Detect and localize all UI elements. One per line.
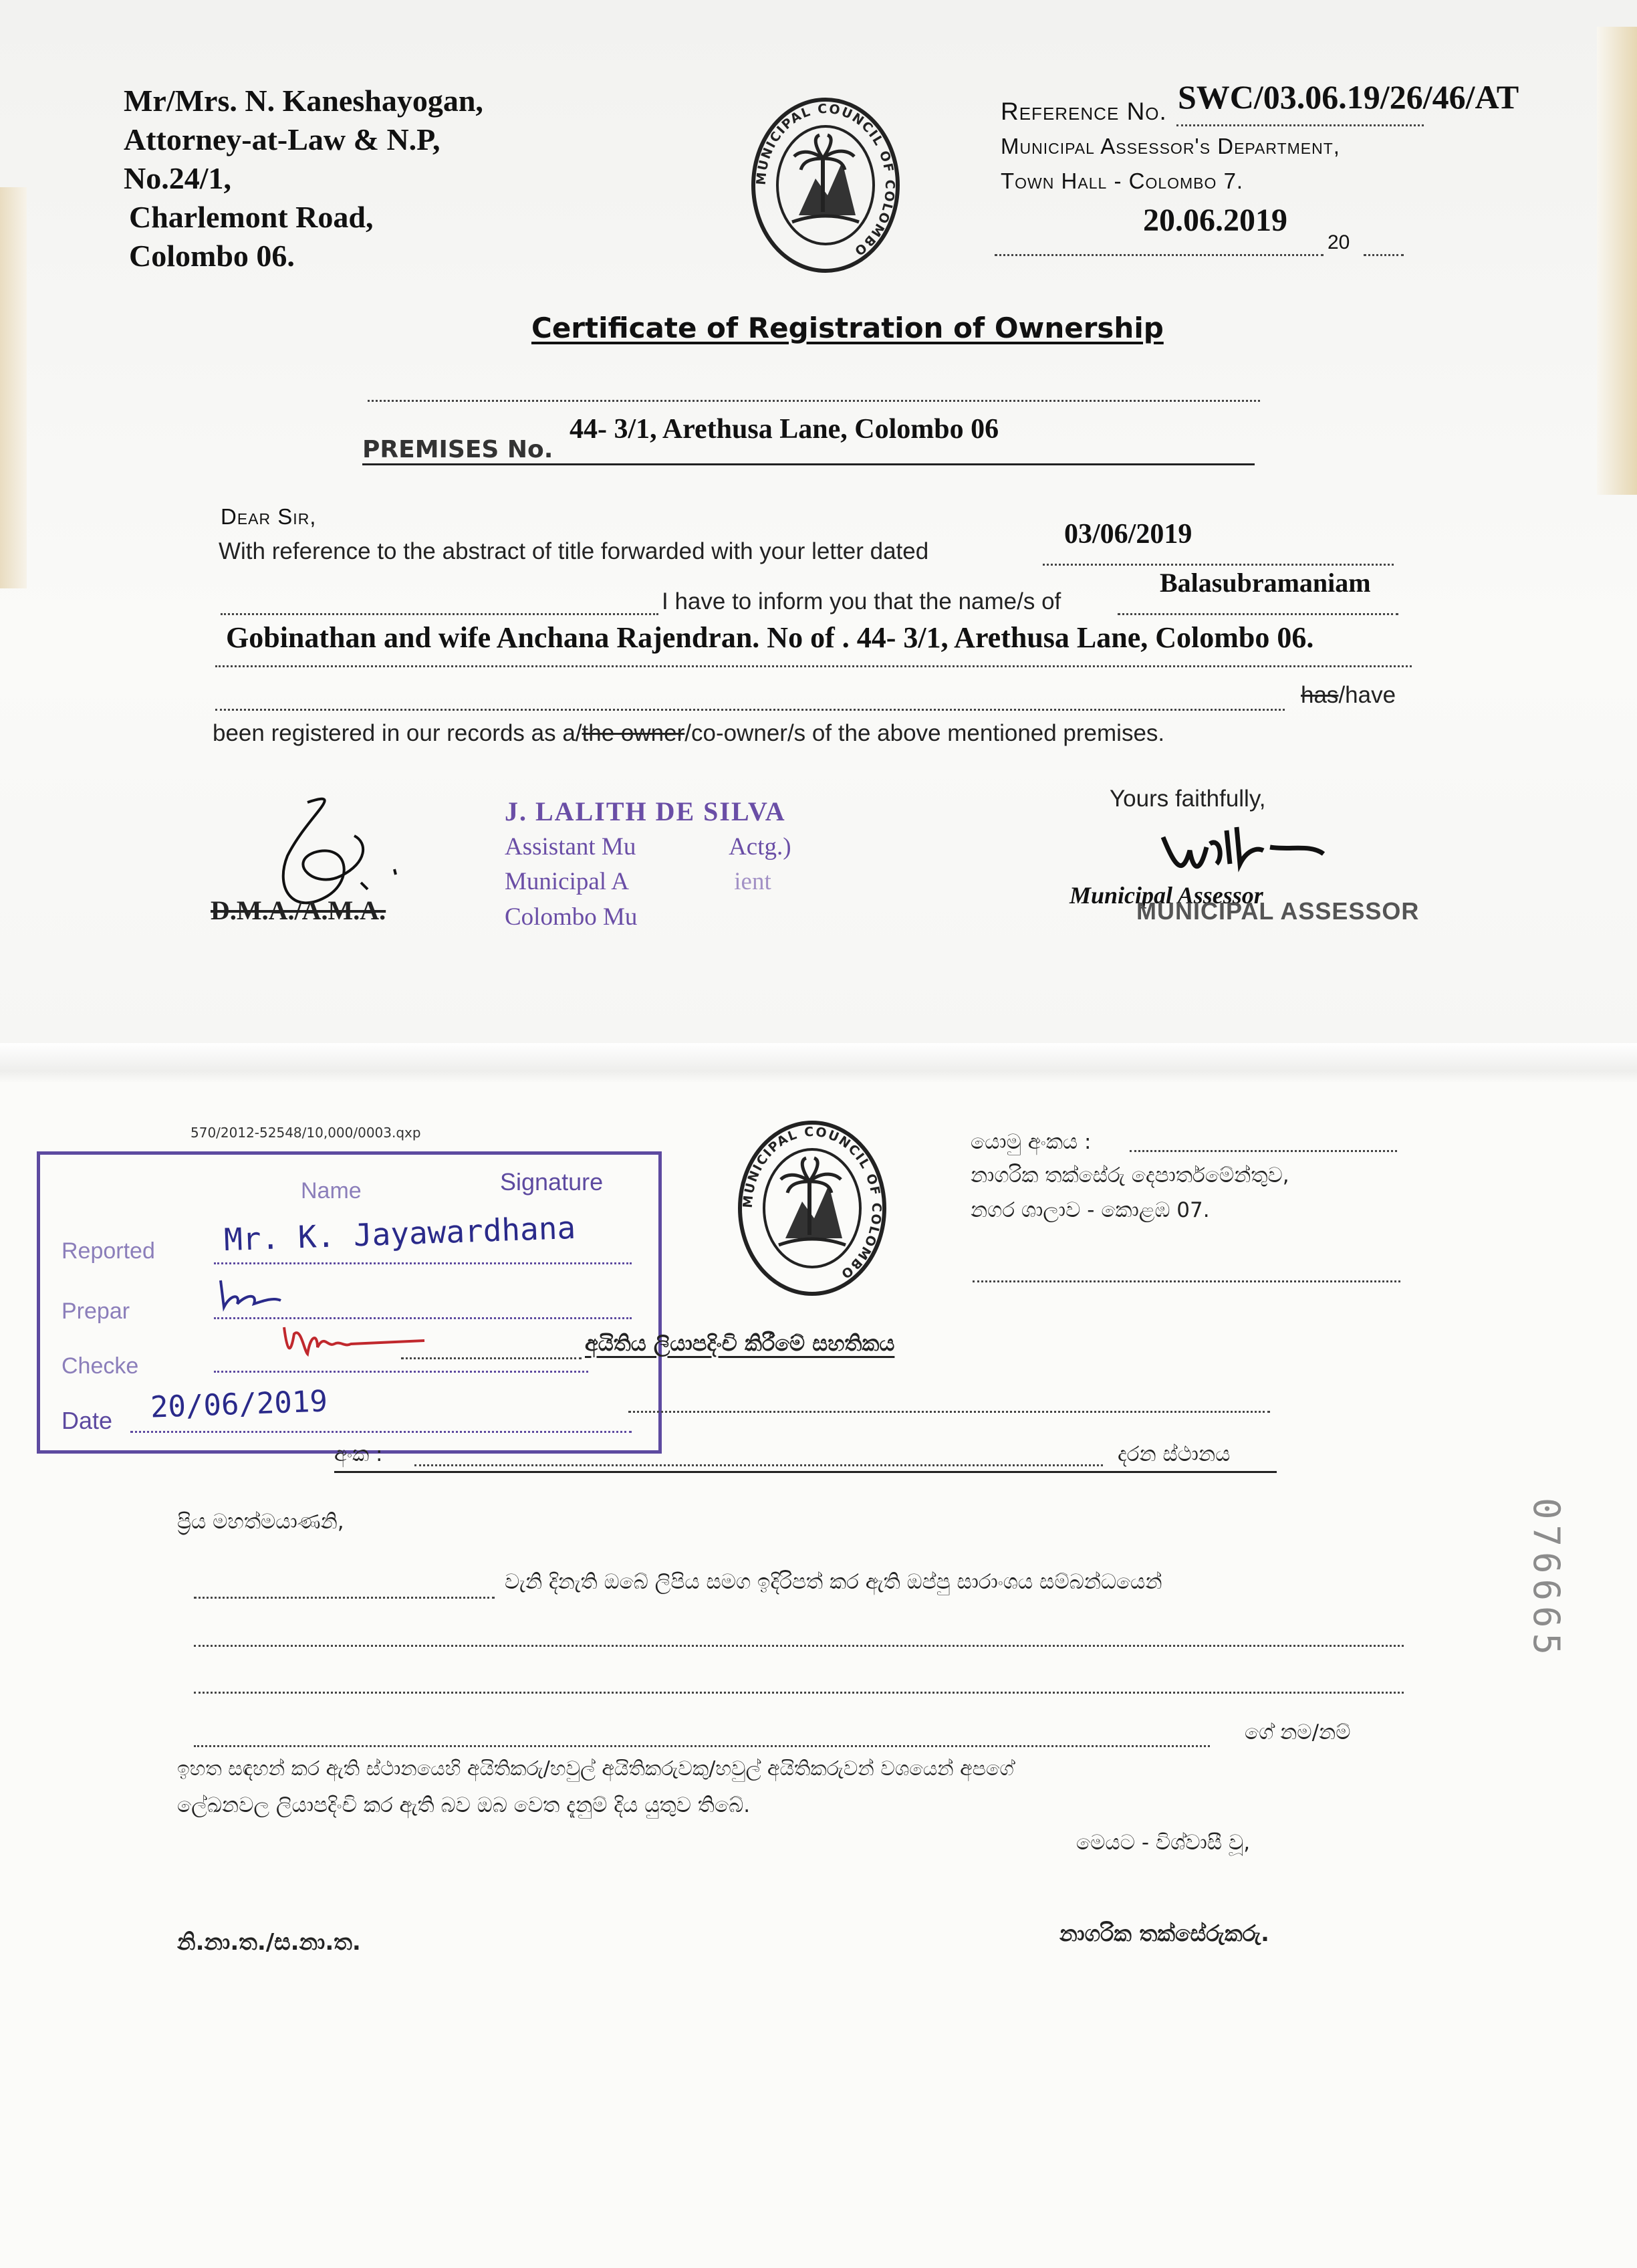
sinhala-date-blank-dotline: [194, 1597, 495, 1599]
recipient-address: [124, 82, 483, 275]
reference-number: SWC/03.06.19/26/46/AT: [1178, 78, 1519, 116]
seal-ring-text: MUNICIPAL COUNCIL OF COLOMBO: [753, 101, 898, 259]
box-date-dotline: [130, 1431, 632, 1433]
recipient-line-5: Colombo 06.: [129, 239, 295, 273]
municipal-seal-top: [749, 95, 902, 275]
page-fold: [0, 1043, 1637, 1083]
has-have-dotline: [215, 709, 1285, 711]
sinhala-place-label: දරන ස්ථානය: [1118, 1442, 1231, 1466]
reference-label: Reference No.: [1001, 98, 1167, 125]
owner-first-name: Balasubramaniam: [1160, 568, 1371, 598]
sinhala-blank-line-2: [194, 1692, 1404, 1694]
reported-by-handwriting: Mr. K. Jayawardhana: [223, 1209, 576, 1258]
sinhala-paragraph-1: වැනි දිනැති ඔබේ ලිපිය සමග ඉදිරිපත් කර ඇති ඔප්පු සාරාංශය සම්බන්ධයෙන්: [505, 1570, 1162, 1594]
official-stamp-name: J. LALITH DE SILVA: [505, 796, 786, 826]
yours-faithfully: Yours faithfully,: [1110, 786, 1266, 812]
premises-number: 44- 3/1, Arethusa Lane, Colombo 06: [570, 414, 999, 445]
date-year-suffix: 20: [1328, 231, 1350, 253]
letter-date-dotline: [1043, 564, 1394, 566]
recipient-line-3: No.24/1,: [124, 161, 231, 195]
sinhala-paragraph-2: ඉහත සඳහන් කර ඇති ස්ථානයෙහි අයිතිකරු/හවුල් අයිතිකරුවකු/හවුල් අයිතිකරුවන් වශයෙන් අපගේ: [177, 1757, 1014, 1781]
sinhala-date-dotline: [973, 1280, 1400, 1282]
department-line-1: Municipal Assessor's Department,: [1001, 134, 1340, 158]
recipient-line-4: Charlemont Road,: [129, 200, 374, 234]
owner-first-dotline: [1118, 613, 1398, 615]
sinhala-department-line-1: නාගරික තක්සේරු දෙපාර්තමේන්තුව,: [971, 1163, 1289, 1187]
reference-dotline: [1176, 124, 1424, 126]
inform-text: I have to inform you that the name/s of: [662, 588, 1061, 614]
department-line-2: Town Hall - Colombo 7.: [1001, 168, 1244, 193]
checked-initials: [281, 1314, 428, 1367]
assessor-signature: [1156, 810, 1330, 884]
sinhala-name-suffix: ගේ නම/නම්: [1245, 1720, 1351, 1744]
recipient-line-2: Attorney-at-Law & N.P,: [124, 122, 440, 156]
box-date-handwriting: 20/06/2019: [150, 1384, 328, 1425]
sinhala-number-dotline: [414, 1464, 1103, 1466]
certificate-title: Certificate of Registration of Ownership: [531, 312, 1164, 344]
sinhala-salutation: ප්‍රිය මහත්මයාණනි,: [177, 1510, 344, 1534]
certificate-date: 20.06.2019: [1143, 203, 1287, 238]
date-suffix-dotline: [1364, 254, 1404, 256]
paper-edge-right: [1597, 27, 1637, 495]
assessor-stamp: MUNICIPAL ASSESSOR: [1136, 897, 1420, 925]
has-struck: has: [1301, 682, 1339, 708]
recipient-line-1: Mr/Mrs. N. Kaneshayogan,: [124, 84, 483, 118]
owner-details: Gobinathan and wife Anchana Rajendran. No of . 44- 3/1, Arethusa Lane, Colombo 06.: [226, 621, 1314, 654]
has-have: [1301, 682, 1396, 709]
owner-struck: the owner: [582, 720, 685, 746]
assessor-title: Municipal Assessor: [1069, 882, 1263, 909]
box-checked-label: Checke: [61, 1353, 139, 1379]
stamp-line-2b: ient: [734, 868, 771, 895]
stamp-line-2a: Municipal A: [505, 868, 630, 895]
municipal-seal-icon: [749, 95, 902, 275]
sinhala-name-dotline: [194, 1745, 1210, 1747]
paragraph-start: With reference to the abstract of title forwarded with your letter dated: [219, 538, 929, 564]
box-checked-dotline: [214, 1371, 588, 1373]
owner-details-dotline: [215, 665, 1412, 667]
inform-dotline: [221, 613, 658, 615]
box-prepared-label: Prepar: [61, 1298, 130, 1324]
sinhala-blank-dotline: [628, 1411, 1270, 1413]
stamp-line-1a: Assistant Mu: [505, 833, 636, 861]
sinhala-premises-underline: [334, 1471, 1277, 1473]
sinhala-department-line-2: නගර ශාලාව - කොළඹ 07.: [971, 1198, 1210, 1222]
date-dotline: [995, 254, 1324, 256]
registration-sentence: [213, 720, 1164, 747]
sinhala-number-label: අංක :: [334, 1442, 383, 1466]
sinhala-certificate-title: අයිතිය ලියාපදිංචි කිරීමේ සහතිකය: [585, 1331, 895, 1356]
form-code: 570/2012-52548/10,000/0003.qxp: [191, 1125, 421, 1141]
sinhala-title-leading-dotline: [401, 1357, 582, 1359]
prepared-initials: [217, 1274, 284, 1314]
salutation: Dear Sir,: [221, 504, 317, 529]
serial-number: 076665: [1525, 1498, 1567, 1661]
sinhala-right-signature-label: නාගරික තක්සේරුකරු.: [1059, 1920, 1269, 1946]
dma-label: D.M.A./A.M.A.: [211, 895, 386, 925]
box-reported-dotline: [214, 1262, 632, 1264]
municipal-seal-bottom: [735, 1118, 889, 1298]
premises-label: PREMISES No.: [362, 436, 553, 463]
official-stamp-line-3: Colombo Mu: [505, 903, 638, 931]
municipal-seal-icon: [735, 1118, 889, 1298]
registration-start: been registered in our records as a/: [213, 720, 582, 746]
have-text: /have: [1338, 682, 1396, 708]
stamp-line-1b: Actg.): [729, 833, 791, 861]
box-col-name: Name: [301, 1178, 362, 1204]
box-col-signature: Signature: [500, 1168, 604, 1196]
sinhala-left-signature-label: නි.නා.ත./ස.නා.ත.: [177, 1929, 361, 1956]
official-stamp-line-1: [505, 832, 791, 861]
sinhala-yours-faithfully: මෙයට - විශ්වාසී වූ,: [1076, 1831, 1251, 1855]
blank-dotline-1: [368, 400, 1260, 402]
sinhala-reference-label: යොමු අංකය :: [971, 1130, 1092, 1154]
letter-date: 03/06/2019: [1064, 519, 1192, 550]
paper-edge-left: [0, 187, 27, 588]
box-reported-label: Reported: [61, 1238, 155, 1264]
official-stamp-line-2: [505, 867, 771, 896]
sinhala-paragraph-3: ලේඛනවල ලියාපදිංචි කර ඇති බව ඔබ වෙත දැනුම් දිය යුතුව තිබේ.: [177, 1793, 751, 1817]
registration-end: /co-owner/s of the above mentioned premises.: [684, 720, 1165, 746]
sinhala-reference-dotline: [1130, 1150, 1397, 1152]
sinhala-blank-line-1: [194, 1645, 1404, 1647]
premises-underline: [362, 463, 1255, 465]
seal-ring-text: MUNICIPAL COUNCIL OF COLOMBO: [740, 1124, 884, 1282]
box-date-label: Date: [61, 1407, 113, 1434]
